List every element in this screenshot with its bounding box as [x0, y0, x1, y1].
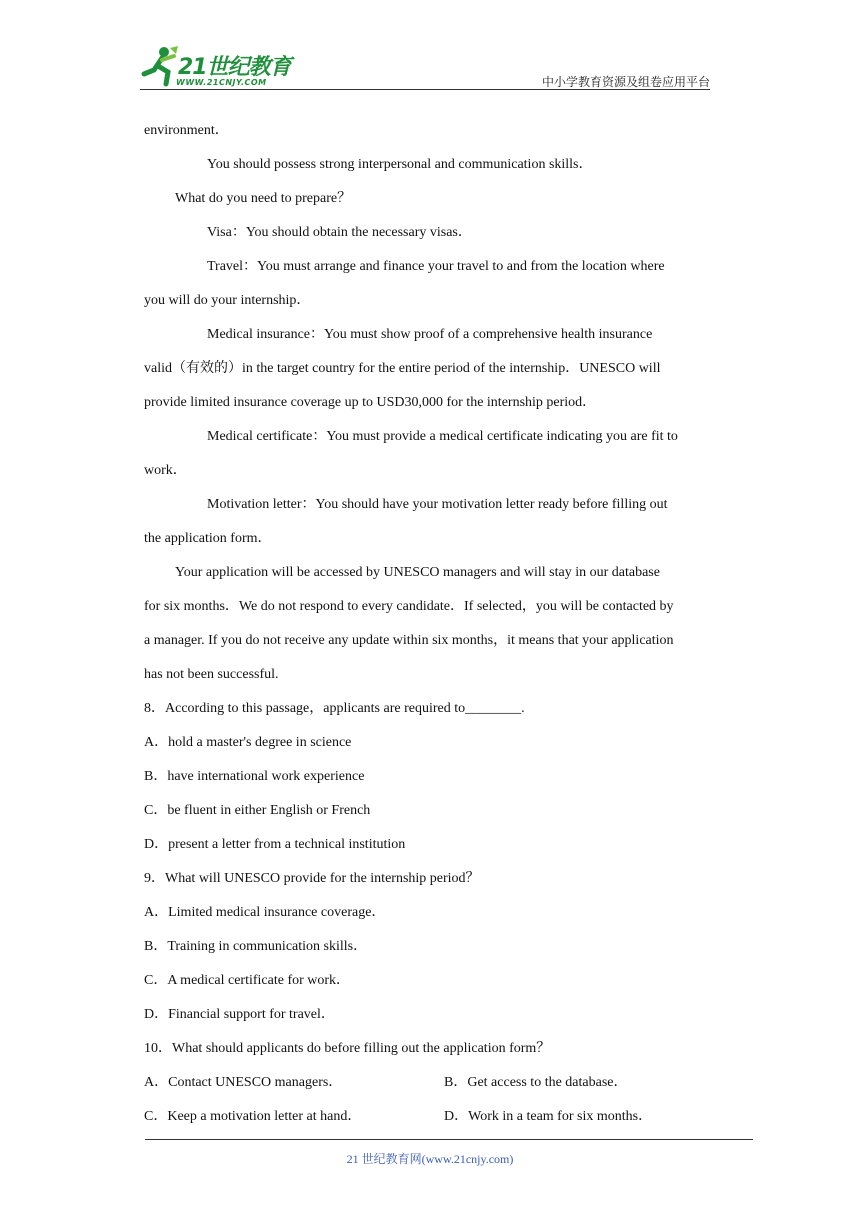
- passage-line: Motivation letter：You should have your motivation letter ready before filling out: [207, 497, 668, 512]
- question-10-option-d: D．Work in a team for six months．: [444, 1109, 653, 1124]
- question-10-options-row-1: [144, 1066, 719, 1100]
- passage-line: environment．: [144, 123, 229, 138]
- question-8-option-c: C．be fluent in either English or French: [144, 803, 371, 818]
- logo-url: WWW.21CNJY.COM: [176, 78, 267, 87]
- passage-line: work．: [144, 463, 187, 478]
- question-9-option-b: B．Training in communication skills．: [144, 939, 368, 954]
- passage-line: Your application will be accessed by UNESCO managers and will stay in our database: [175, 565, 660, 580]
- passage-line: a manager. If you do not receive any update within six months，it means that your application: [144, 633, 674, 648]
- question-10-options-row-2: [144, 1100, 719, 1134]
- question-10-option-b: B．Get access to the database．: [444, 1075, 628, 1090]
- passage-line: Medical insurance：You must show proof of a comprehensive health insurance: [207, 327, 653, 342]
- question-9-option-c: C．A medical certificate for work．: [144, 973, 351, 988]
- passage-line: has not been successful.: [144, 667, 279, 682]
- footer-divider: [145, 1139, 753, 1140]
- question-10-option-c: C．Keep a motivation letter at hand．: [144, 1109, 362, 1124]
- passage-line: Travel：You must arrange and finance your travel to and from the location where: [207, 259, 665, 274]
- passage-line: for six months．We do not respond to every candidate．If selected，you will be contacted by: [144, 599, 674, 614]
- passage-line: Medical certificate：You must provide a medical certificate indicating you are fit to: [207, 429, 678, 444]
- document-body: [144, 114, 719, 1134]
- page-header: [140, 40, 710, 90]
- passage-line: You should possess strong interpersonal and communication skills．: [207, 157, 593, 172]
- question-9-option-d: D．Financial support for travel．: [144, 1007, 335, 1022]
- passage-line: What do you need to prepare？: [175, 191, 352, 206]
- passage-line: you will do your internship．: [144, 293, 311, 308]
- question-10-stem: 10．What should applicants do before filling out the application form？: [144, 1041, 551, 1056]
- footer-link[interactable]: 21 世纪教育网(www.21cnjy.com): [346, 1152, 514, 1166]
- logo-text: 21世纪教育: [178, 55, 291, 80]
- question-8-stem: 8．According to this passage，applicants are required to________.: [144, 701, 525, 716]
- header-divider: [140, 89, 710, 90]
- question-10-option-a: A．Contact UNESCO managers．: [144, 1075, 343, 1090]
- question-8-option-b: B．have international work experience: [144, 769, 365, 784]
- site-logo[interactable]: [140, 44, 310, 90]
- passage-line: valid（有效的）in the target country for the entire period of the internship．UNESCO will: [144, 361, 661, 376]
- header-platform-name: 中小学教育资源及组卷应用平台: [541, 75, 710, 89]
- question-9-stem: 9．What will UNESCO provide for the internship period？: [144, 871, 480, 886]
- passage-line: Visa：You should obtain the necessary visas．: [207, 225, 472, 240]
- question-9-option-a: A．Limited medical insurance coverage．: [144, 905, 386, 920]
- question-8-option-d: D．present a letter from a technical institution: [144, 837, 406, 852]
- runner-logo-icon: [140, 44, 180, 88]
- question-8-option-a: A．hold a master's degree in science: [144, 735, 352, 750]
- passage-line: provide limited insurance coverage up to USD30,000 for the internship period．: [144, 395, 597, 410]
- passage-line: the application form．: [144, 531, 272, 546]
